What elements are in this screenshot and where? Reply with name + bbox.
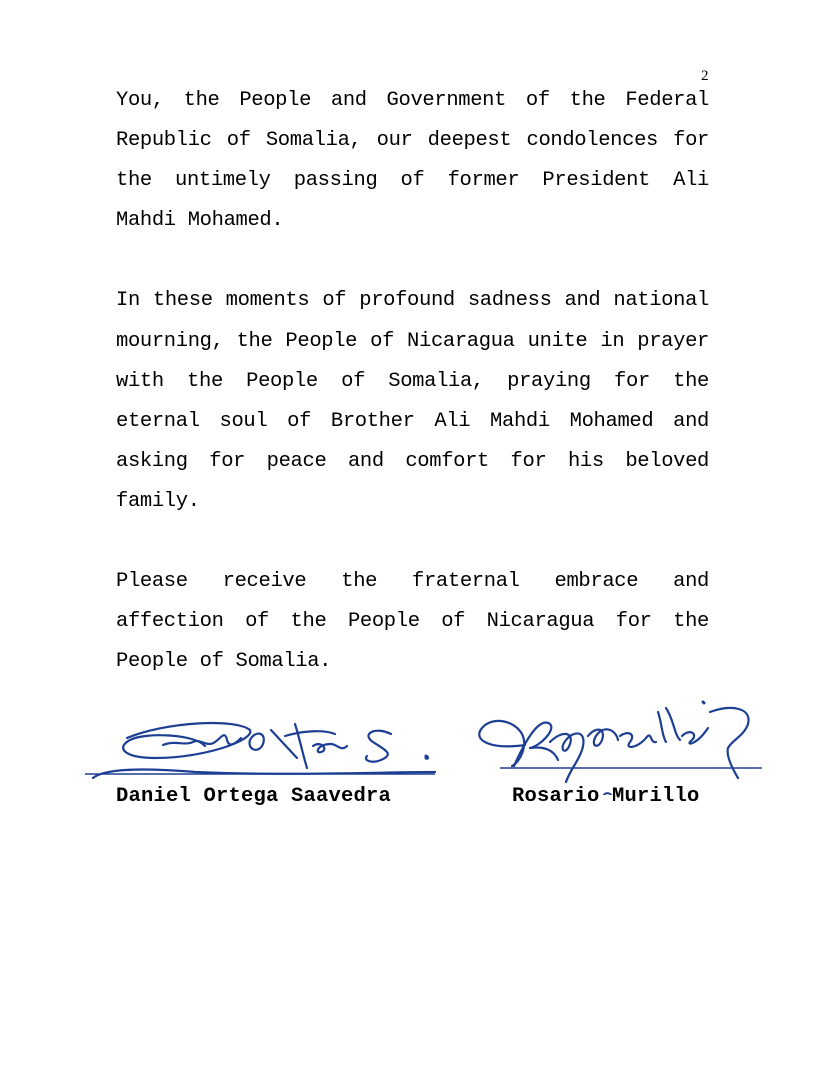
- signatory-name-murillo: Rosario Murillo: [512, 785, 700, 808]
- page-number: 2: [701, 68, 709, 84]
- paragraph-embrace: Please receive the fraternal embrace and affection of the People of Nicaragua for the People of Somalia.: [116, 570, 709, 674]
- signature-ortega: [85, 700, 445, 785]
- letter-body: [116, 81, 709, 723]
- signatory-name-ortega: Daniel Ortega Saavedra: [116, 785, 392, 808]
- signature-block: [0, 690, 825, 820]
- paragraph-condolences: You, the People and Government of the Federal Republic of Somalia, our deepest condolences for the untimely passing of former President Ali Mahdi Mohamed.: [116, 89, 709, 233]
- paragraph-mourning: In these moments of profound sadness and national mourning, the People of Nicaragua unite in prayer with the People of Somalia, praying for the eternal soul of Brother Ali Mahdi Mohamed and asking for peace and comfort for his beloved family.: [116, 289, 709, 513]
- signature-murillo: [470, 690, 770, 795]
